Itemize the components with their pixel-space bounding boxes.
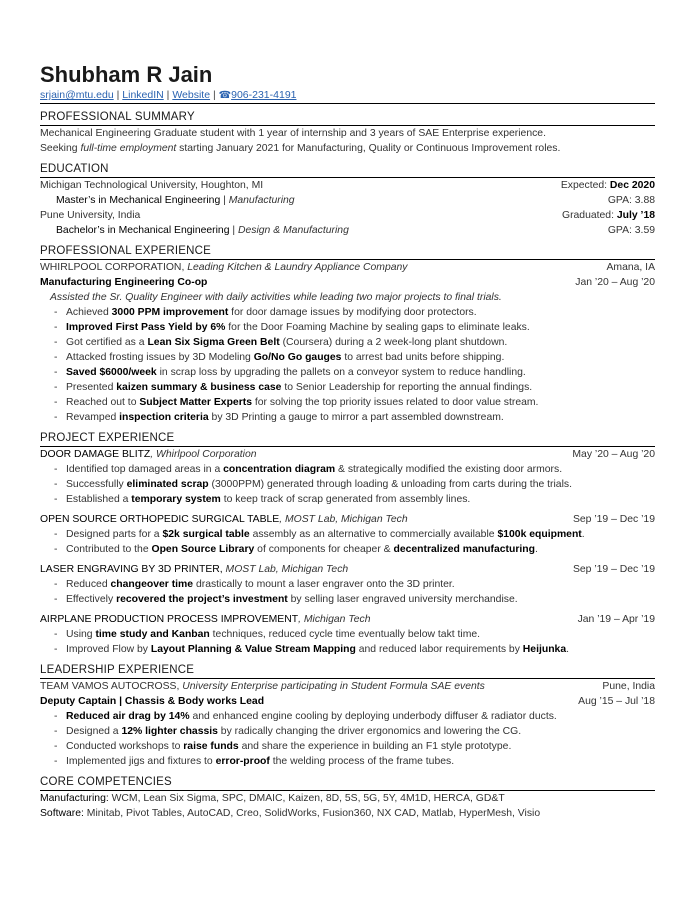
- project-header: [40, 512, 655, 527]
- list-item: [40, 492, 655, 507]
- list-item: [40, 365, 655, 380]
- text: Reduced: [66, 579, 111, 590]
- text-bold: Heijunka: [522, 644, 567, 655]
- text-bold: Reduced air drag by 14%: [66, 711, 190, 722]
- text-bold: $100k equipment: [497, 529, 582, 540]
- company-row: [40, 260, 655, 275]
- role-summary: Assisted the Sr. Quality Engineer with daily activities while leading two major projects to final trials.: [50, 292, 502, 303]
- project-name: AIRPLANE PRODUCTION PROCESS IMPROVEMENT: [40, 614, 299, 625]
- candidate-name: Shubham R Jain: [40, 62, 213, 87]
- text-bold: decentralized manufacturing: [393, 544, 535, 555]
- company-name: WHIRLPOOL CORPORATION,: [40, 262, 185, 273]
- team-description: University Enterprise participating in Student Formula SAE events: [179, 681, 485, 692]
- text-bold: concentration diagram: [223, 464, 336, 475]
- linkedin-link[interactable]: LinkedIN: [122, 89, 164, 101]
- text: .: [566, 644, 569, 655]
- text: & strategically modified the existing door armors.: [335, 464, 563, 475]
- text: Improved Flow by: [66, 644, 151, 655]
- role-dates: Aug ’15 – Jul ’18: [578, 696, 655, 707]
- text: (Coursera) during a 2 week-long plant shutdown.: [279, 337, 508, 348]
- list-item: [40, 627, 655, 642]
- text-bold: Saved $6000/week: [66, 367, 157, 378]
- text: Revamped: [66, 412, 120, 423]
- competency-software: [40, 806, 655, 821]
- section-leadership-title: LEADERSHIP EXPERIENCE: [40, 663, 655, 679]
- section-experience-title: PROFESSIONAL EXPERIENCE: [40, 244, 655, 260]
- project-header: [40, 562, 655, 577]
- text: starting January 2021 for Manufacturing, Quality or Continuous Improvement roles.: [176, 143, 561, 154]
- text-bold: Layout Planning & Value Stream Mapping: [150, 644, 356, 655]
- text: Conducted workshops to: [66, 741, 184, 752]
- text-bold: changeover time: [110, 579, 194, 590]
- text-bold: error-proof: [215, 756, 270, 767]
- text-bold: Subject Matter Experts: [139, 397, 252, 408]
- list-item: [40, 462, 655, 477]
- text: by 3D Printing a gauge to mirror a part assembled downstream.: [208, 412, 504, 423]
- project-dates: May ’20 – Aug ’20: [572, 449, 655, 460]
- text: Using: [66, 629, 96, 640]
- text: Established a: [66, 494, 132, 505]
- graduation-date: [561, 178, 655, 193]
- text-italic: full-time employment: [80, 143, 177, 154]
- text: for door damage issues by modifying door protectors.: [228, 307, 477, 318]
- summary-line-2: [40, 141, 655, 156]
- project-title: [40, 562, 348, 577]
- degree-focus: Manufacturing: [228, 195, 295, 206]
- degree-name: Bachelor’s in Mechanical Engineering: [56, 225, 230, 236]
- text-bold: inspection criteria: [119, 412, 209, 423]
- text: (3000PPM) generated through loading & unloading from carts during the trials.: [208, 479, 572, 490]
- text: and share the experience in building an F1 style prototype.: [238, 741, 512, 752]
- education-degree-2: [40, 223, 655, 238]
- list-item: [40, 335, 655, 350]
- contact-line: [40, 88, 655, 104]
- section-competencies-title: CORE COMPETENCIES: [40, 775, 655, 791]
- project-dates: Sep ’19 – Dec ’19: [572, 564, 655, 575]
- text-bold: $2k surgical table: [162, 529, 250, 540]
- gpa: GPA: 3.59: [607, 225, 655, 236]
- text-bold: time study and Kanban: [95, 629, 210, 640]
- text: Achieved: [66, 307, 112, 318]
- text: techniques, reduced cycle time eventually below takt time.: [209, 629, 481, 640]
- team: [40, 679, 485, 694]
- text-bold: 12% lighter chassis: [121, 726, 218, 737]
- separator: |: [229, 225, 238, 236]
- role-row: [40, 694, 655, 709]
- project-header: [40, 447, 655, 462]
- list-item: [40, 410, 655, 425]
- role-title: Manufacturing Engineering Co-op: [40, 277, 208, 288]
- project-title: [40, 447, 257, 462]
- team-location: Pune, India: [602, 681, 655, 692]
- project-title: [40, 612, 370, 627]
- text: to arrest bad units before shipping.: [341, 352, 505, 363]
- school-name: Pune University, India: [40, 210, 141, 221]
- project-name: DOOR DAMAGE BLITZ: [40, 449, 151, 460]
- text: Designed a: [66, 726, 122, 737]
- text: Successfully: [66, 479, 127, 490]
- education-entry-2: [40, 208, 655, 223]
- text: for solving the top priority issues related to door value stream.: [251, 397, 539, 408]
- text-bold: Lean Six Sigma Green Belt: [147, 337, 280, 348]
- competency-manufacturing: [40, 791, 655, 806]
- degree: [56, 193, 295, 208]
- section-projects-title: PROJECT EXPERIENCE: [40, 431, 655, 447]
- text: to keep track of scrap generated from assembly lines.: [220, 494, 471, 505]
- text-bold: eliminated scrap: [126, 479, 209, 490]
- company-location: Amana, IA: [606, 262, 655, 273]
- text-bold: Open Source Library: [151, 544, 255, 555]
- list-item: [40, 577, 655, 592]
- summary-line-1: Mechanical Engineering Graduate student with 1 year of internship and 3 years of SAE Enterprise experience.: [40, 128, 546, 139]
- text: to Senior Leadership for reporting the annual findings.: [281, 382, 533, 393]
- competency-list: Minitab, Pivot Tables, AutoCAD, Creo, SolidWorks, Fusion360, NX CAD, Matlab, HyperMesh, Visio: [83, 808, 541, 819]
- website-link[interactable]: Website: [172, 89, 211, 101]
- list-item: [40, 754, 655, 769]
- text-bold: Go/No Go gauges: [253, 352, 342, 363]
- phone-icon: ☎: [218, 90, 232, 101]
- separator: |: [212, 89, 216, 101]
- gpa: GPA: 3.88: [607, 195, 655, 206]
- graduation-date: [562, 208, 655, 223]
- text: Reached out to: [66, 397, 140, 408]
- text-bold: raise funds: [183, 741, 239, 752]
- text: and reduced labor requirements by: [355, 644, 523, 655]
- text: Got certified as a: [66, 337, 148, 348]
- text: Seeking: [40, 143, 81, 154]
- project-title: [40, 512, 408, 527]
- text: drastically to mount a laser engraver onto the 3D printer.: [193, 579, 455, 590]
- list-item: [40, 542, 655, 557]
- text: Implemented jigs and fixtures to: [66, 756, 216, 767]
- degree: [56, 223, 349, 238]
- date-label: Expected:: [560, 180, 610, 191]
- text: in scrap loss by upgrading the pallets on a conveyor system to reduce handling.: [156, 367, 526, 378]
- project-org: , Michigan Tech: [298, 614, 371, 625]
- text: and enhanced engine cooling by deploying underbody diffuser & radiator ducts.: [189, 711, 557, 722]
- project-header: [40, 612, 655, 627]
- text: Identified top damaged areas in a: [66, 464, 224, 475]
- separator: |: [220, 195, 229, 206]
- competency-list: WCM, Lean Six Sigma, SPC, DMAIC, Kaizen, 8D, 5S, 5G, 5Y, 4M1D, HERCA, GD&T: [108, 793, 505, 804]
- text-bold: temporary system: [131, 494, 221, 505]
- list-item: [40, 320, 655, 335]
- project-org: MOST Lab, Michigan Tech: [222, 564, 349, 575]
- project-org: , Whirlpool Corporation: [150, 449, 257, 460]
- text-bold: 3000 PPM improvement: [111, 307, 229, 318]
- degree-focus: Design & Manufacturing: [237, 225, 349, 236]
- text: .: [581, 529, 585, 540]
- date-value: July ’18: [616, 210, 655, 221]
- date-label: Graduated:: [561, 210, 617, 221]
- list-item: [40, 739, 655, 754]
- project-org: , MOST Lab, Michigan Tech: [279, 514, 408, 525]
- date-value: Dec 2020: [609, 180, 655, 191]
- text-bold: recovered the project’s investment: [116, 594, 288, 605]
- phone-link[interactable]: 906-231-4191: [231, 89, 297, 101]
- text: by selling laser engraved university merchandise.: [287, 594, 518, 605]
- education-entry-1: [40, 178, 655, 193]
- text: Contributed to the: [66, 544, 152, 555]
- list-item: [40, 592, 655, 607]
- team-row: [40, 679, 655, 694]
- project-dates: Sep ’19 – Dec ’19: [572, 514, 655, 525]
- list-item: [40, 350, 655, 365]
- separator: |: [116, 89, 120, 101]
- list-item: [40, 305, 655, 320]
- resume-page: [40, 62, 655, 821]
- school-name: Michigan Technological University, Houghton, MI: [40, 180, 264, 191]
- role-title: Deputy Captain | Chassis & Body works Lead: [40, 696, 265, 707]
- project-dates: Jan ’19 – Apr ’19: [577, 614, 655, 625]
- text: the welding process of the frame tubes.: [269, 756, 455, 767]
- separator: |: [166, 89, 170, 101]
- text: for the Door Foaming Machine by sealing gaps to eliminate leaks.: [225, 322, 530, 333]
- list-item: [40, 709, 655, 724]
- list-item: [40, 724, 655, 739]
- company-description: Leading Kitchen & Laundry Appliance Company: [184, 262, 408, 273]
- text: by radically changing the driver ergonomics and lowering the CG.: [217, 726, 522, 737]
- team-name: TEAM VAMOS AUTOCROSS,: [40, 681, 180, 692]
- text: Presented: [66, 382, 117, 393]
- text: Attacked frosting issues by 3D Modeling: [66, 352, 254, 363]
- education-degree-1: [40, 193, 655, 208]
- list-item: [40, 380, 655, 395]
- text-bold: Improved First Pass Yield by 6%: [66, 322, 226, 333]
- text: of components for cheaper &: [254, 544, 394, 555]
- text: Effectively: [66, 594, 117, 605]
- company: [40, 260, 408, 275]
- list-item: [40, 395, 655, 410]
- project-name: OPEN SOURCE ORTHOPEDIC SURGICAL TABLE: [40, 514, 280, 525]
- competency-label: Software:: [40, 808, 84, 819]
- project-name: LASER ENGRAVING BY 3D PRINTER,: [40, 564, 223, 575]
- section-education-title: EDUCATION: [40, 162, 655, 178]
- text: assembly as an alternative to commercially available: [249, 529, 498, 540]
- email-link[interactable]: srjain@mtu.edu: [40, 89, 114, 101]
- text: Designed parts for a: [66, 529, 163, 540]
- degree-name: Master’s in Mechanical Engineering: [56, 195, 221, 206]
- text: .: [534, 544, 538, 555]
- role-dates: Jan ’20 – Aug ’20: [575, 277, 655, 288]
- text-bold: kaizen summary & business case: [116, 382, 282, 393]
- list-item: [40, 527, 655, 542]
- list-item: [40, 642, 655, 657]
- role-row: [40, 275, 655, 290]
- list-item: [40, 477, 655, 492]
- competency-label: Manufacturing:: [40, 793, 109, 804]
- section-summary-title: PROFESSIONAL SUMMARY: [40, 110, 655, 126]
